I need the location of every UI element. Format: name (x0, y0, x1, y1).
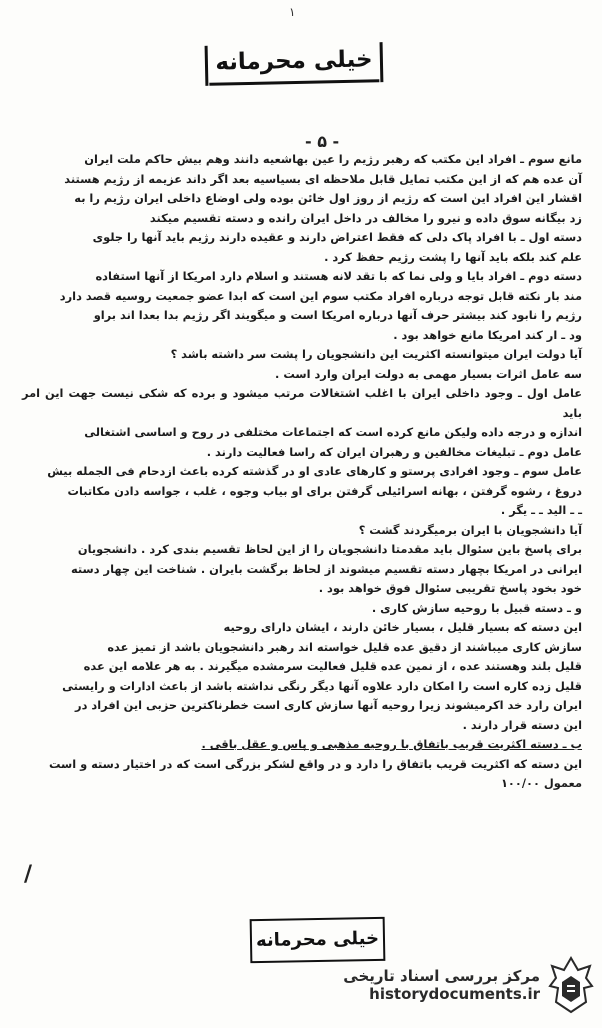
watermark-text (343, 967, 540, 1003)
document-body (22, 150, 582, 794)
text-line: برای پاسخ باین سئوال باید مقدمتا دانشجویان را از این لحاظ تقسیم بندی کرد . دانشجویان (77, 542, 582, 556)
archive-logo-icon (548, 956, 594, 1014)
section-mark: - ۵ - (305, 132, 340, 151)
text-line: این دسته قرار دارند . (462, 717, 582, 732)
text-line: و ـ دسته قبیل با روحیه سازش کاری . (371, 600, 582, 615)
text-line: عامل اول ـ وجود داخلی ایران با اغلب اشتغالات مرتب میشود و برده که شکی نیست جهت این امر باید (22, 386, 582, 420)
text-line: اندازه و درجه داده ولیکن مانع کرده است که اجتماعات مختلفی در روح و اساسی اشتغالی (84, 425, 582, 439)
watermark-title: مرکز بررسی اسناد تاریخی (343, 967, 540, 985)
text-line: خود بخود پاسخ تقریبی سئوال فوق خواهد بود . (318, 581, 582, 595)
text-line: ـ ـ الید ـ ـ یگر . (500, 503, 582, 517)
archive-watermark (343, 956, 594, 1014)
top-classification-stamp: خیلی محرمانه (204, 38, 383, 92)
text-line: معمول ۱۰۰/۰۰ (500, 776, 582, 790)
text-line: سه عامل اثرات بسیار مهمی به دولت ایران وارد است . (275, 366, 582, 381)
text-line: ایران رارد خد اکرمیشوند زیرا روحیه آنها سازش کاری است خطرناکترین حزبی این افراد در (75, 698, 582, 712)
text-line: مانع سوم ـ افراد این مکتب که رهبر رژیم را عین بهاشعیه دانند وهم بیش حاکم ملت ایران (84, 152, 582, 166)
text-line: زد بیگانه سوق داده و نیرو را مخالف در داخل ایران رانده و دسته تقسیم میکند (149, 210, 582, 225)
text-line: این دسته که اکثریت قریب باتفاق را دارد و در واقع لشکر بزرگی است که در اختیار دسته و است (48, 756, 582, 771)
text-line: رژیم را نابود کند بیشتر حرف آنها درباره امریکا است و میگویند اگر رژیم بدا بعدا اند براو (93, 308, 582, 322)
text-line: علم کند بلکه باید آنها را پشت رژیم حفظ کرد . (324, 249, 582, 264)
text-line: ایرانی در امریکا بچهار دسته تقسیم میشوند از لحاظ برگشت بایران . شناخت این چهار دسته (70, 561, 582, 576)
text-line: آیا دانشجویان با ایران برمیگردند گشت ؟ (358, 522, 582, 537)
page-mark: ۱ (289, 5, 296, 19)
text-line: ود ـ ار کند امریکا مانع خواهد بود . (393, 327, 582, 342)
text-line: دسته دوم ـ افراد بایا و ولی نما که با تقد لانه هستند و اسلام دارد امریکا از آنها استفاده (95, 269, 582, 283)
text-line: عامل دوم ـ تبلیغات مخالفین و رهبران ایران که راسا فعالیت دارند . (206, 444, 582, 459)
text-line: عامل سوم ـ وجود افرادی پرستو و کارهای عادی او در گذشته کرده باعث ازدحام فی الجمله بیش (47, 464, 582, 478)
underlined-text-line: ب ـ دسته اکثریت قریب باتفاق با روحیه مذهبی و پاس و عقل باقی . (201, 737, 582, 751)
text-line: اقشار این افراد این است که رژیم از روز اول خائن بوده ولی اوضاع داخلی ایران رژیم را به (74, 191, 582, 205)
text-line: مند بار نکته قابل توجه درباره افراد مکتب سوم این است که ابدا عضو جمعیت روسیه قصد دارد (59, 288, 582, 303)
text-line: سازش کاری میباشند از دقیق عده قلیل خواسته اند رهبر دانشجویان باشد از تمیز عده (107, 639, 582, 654)
handwritten-slash-mark: / (24, 862, 33, 887)
text-line: دروغ ، رشوه گرفتن ، بهانه اسرائیلی گرفتن برای او بیاب وجوه ، غلب ، جواسه دادن مکاتبات (67, 483, 582, 498)
text-line: دسته اول ـ با افراد پاک دلی که فقط اعتراض دارند و عقیده دارند رژیم باید آنها را جلوی (92, 230, 582, 244)
text-line: قلیل بلند وهستند عده ، از نمین عده قلیل فعالیت سرمشده میگیرند . به هر علامه این عده (83, 659, 582, 673)
text-line: آن عده هم که از این مکتب تمایل قابل ملاحظه ای بسیاسیه بعد اگر داند عزیمه از رژیم هستند (64, 171, 582, 186)
text-line: آیا دولت ایران میتوانسته اکثریت این دانشجویان را پشت سر داشته باشد ؟ (170, 347, 582, 361)
watermark-url: historydocuments.ir (369, 985, 540, 1003)
text-line: قلیل زده کاره است را امکان دارد علاوه آنها دیگر رنگی نداشته باشد از باعث ادارات و رایستی (62, 678, 582, 693)
bottom-classification-stamp: خیلی محرمانه (250, 917, 386, 963)
text-line: این دسته که بسیار قلیل ، بسیار خائن دارند ، ایشان دارای روحیه (223, 620, 582, 634)
